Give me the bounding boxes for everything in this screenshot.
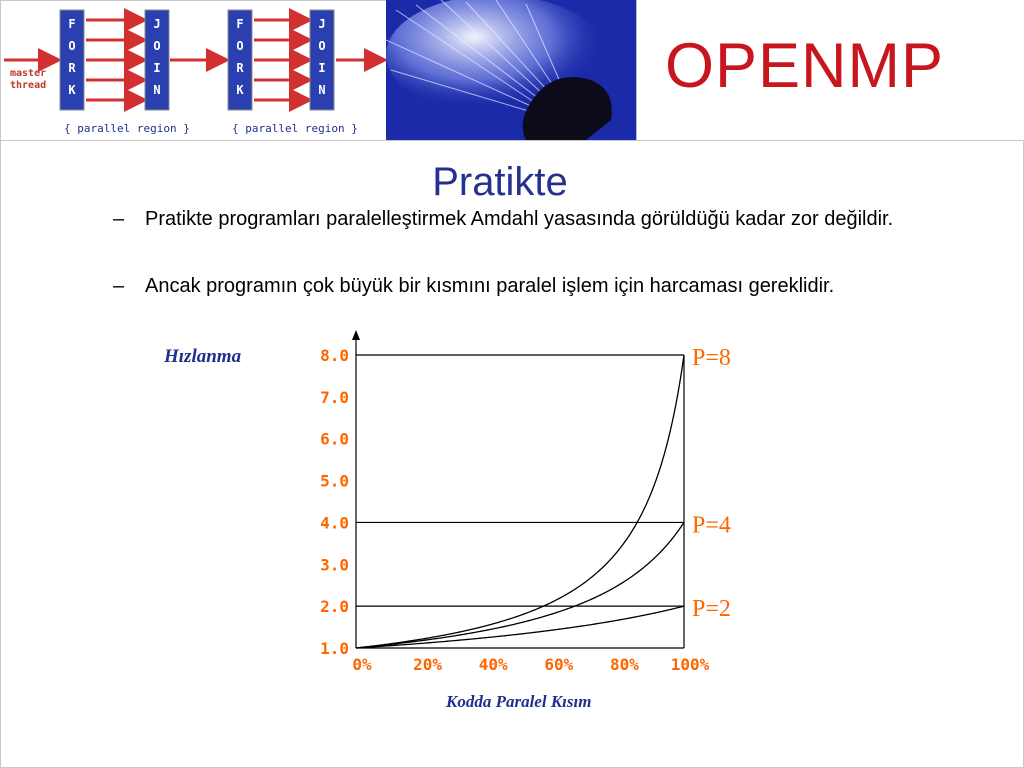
- fork-letter: O: [236, 39, 244, 53]
- join-letter: I: [318, 61, 326, 75]
- brand-panel: [636, 0, 1024, 140]
- bullet-dash: –: [113, 275, 125, 297]
- brand-logo-text: OPENMP: [665, 31, 945, 101]
- join-letter: O: [318, 39, 326, 53]
- series-label: P=2: [692, 596, 731, 623]
- fork-join-diagram: [2, 2, 386, 138]
- y-tick-label: 6.0: [320, 429, 349, 449]
- x-tick-label: 60%: [544, 655, 574, 674]
- y-tick-label: 7.0: [320, 387, 349, 407]
- bullet-item: [113, 271, 961, 301]
- fork-letter: R: [68, 61, 76, 75]
- slide-header: [0, 0, 1024, 141]
- x-tick-label: 20%: [413, 655, 443, 674]
- fork-letter: O: [68, 39, 76, 53]
- x-tick-label: 40%: [478, 655, 508, 674]
- x-tick-label: 80%: [609, 655, 639, 674]
- master-thread-label: master thread: [10, 68, 47, 91]
- bullet-item: [113, 204, 961, 234]
- join-letter: O: [153, 39, 161, 53]
- y-tick-label: 1.0: [320, 639, 349, 658]
- join-letter: N: [318, 83, 326, 97]
- series-label: P=4: [692, 512, 731, 539]
- fork-letter: F: [236, 17, 244, 31]
- parallel-region-label: { parallel region }: [64, 122, 190, 135]
- fork-join-svg: [2, 2, 386, 138]
- bullet-dash: –: [113, 208, 125, 230]
- slide-title: Pratikte: [432, 160, 568, 204]
- series-label: P=8: [692, 345, 731, 371]
- fork-letter: F: [68, 17, 76, 31]
- join-letter: J: [153, 17, 161, 31]
- fork-letter: R: [236, 61, 244, 75]
- y-tick-label: 4.0: [320, 513, 349, 533]
- x-tick-label: 0%: [352, 655, 372, 674]
- y-tick-label: 2.0: [320, 597, 349, 617]
- join-letter: N: [153, 83, 161, 97]
- y-axis-label: Hızlanma: [164, 346, 242, 367]
- fiber-optic-illustration: [386, 0, 636, 140]
- fiber-optic-photo: [386, 0, 636, 140]
- x-tick-label: 100%: [670, 655, 710, 674]
- bullet-text: Ancak programın çok büyük bir kısmını paralel işlem için harcaması gereklidir.: [145, 275, 835, 297]
- fork-letter: K: [68, 83, 76, 97]
- parallel-region-label: { parallel region }: [232, 122, 358, 135]
- y-tick-label: 5.0: [320, 471, 349, 491]
- y-tick-label: 3.0: [320, 555, 349, 575]
- y-tick-label: 8.0: [320, 346, 349, 365]
- join-letter: I: [153, 61, 161, 75]
- x-axis-label: Kodda Paralel Kısım: [446, 692, 592, 711]
- fork-letter: K: [236, 83, 244, 97]
- join-letter: J: [318, 17, 326, 31]
- bullet-text: Pratikte programları paralelleştirmek Amdahl yasasında görüldüğü kadar zor değildir.: [145, 208, 894, 230]
